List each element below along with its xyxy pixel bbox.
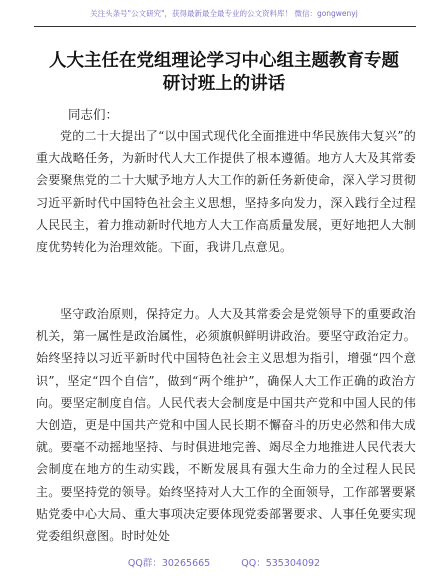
title-line-1: 人大主任在党组理论学习中心组主题教育专题 xyxy=(49,51,399,71)
footer-qq: QQ：535304092 xyxy=(241,558,321,569)
document-title xyxy=(30,50,418,96)
header-note: 关注头条号"公文研究"，获得最新最全最专业的公文资料库！ 微信：gongwenyj xyxy=(90,9,358,18)
salutation: 同志们： xyxy=(68,107,119,122)
header-divider xyxy=(34,26,416,27)
body-paragraph: 坚守政治原则，保持定力。人大及其常委会是党领导下的重要政治机关，第一属性是政治属性，必须旗帜鲜明讲政治。要坚守政治定力。始终坚持以习近平新时代中国特色社会主义思想为指引，增强“四个意识”，坚定“四个自信”，做到“两个维护”，确保人大工作正确的政治方向。要坚定制度自信。人民代表大会制度是中国共产党和中国人民的伟大创造，更是中国共产党和中国人民长期不懈奋斗的历史必然和伟大成就。要毫不动摇地坚持、与时俱进地完善、竭尽全力地推进人民代表大会制度在地方的生动实践，不断发展具有强大生命力的全过程人民民主。要坚持党的领导。始终坚持对人大工作的全面领导，工作部署要紧贴党委中心大局、重大事项决定要体现党委部署要求、人事任免要实现党委组织意图。时时处处 xyxy=(36,307,416,544)
body-paragraph: 党的二十大提出了“以中国式现代化全面推进中华民族伟大复兴”的重大战略任务，为新时代人大工作提供了根本遵循。地方人大及其常委会要聚焦党的二十大赋予地方人大工作的新任务新使命，深入学习贯彻习近平新时代中国特色社会主义思想，坚持多向发力，深入践行全过程人民民主，着力推动新时代地方人大工作高质量发展，更好地把人大制度优势转化为治理效能。下面，我讲几点意见。 xyxy=(36,129,416,255)
footer-qq-group: QQ群：30265665 xyxy=(127,558,211,569)
title-line-2: 研讨班上的讲话 xyxy=(162,74,286,94)
footer-contact xyxy=(0,555,448,569)
